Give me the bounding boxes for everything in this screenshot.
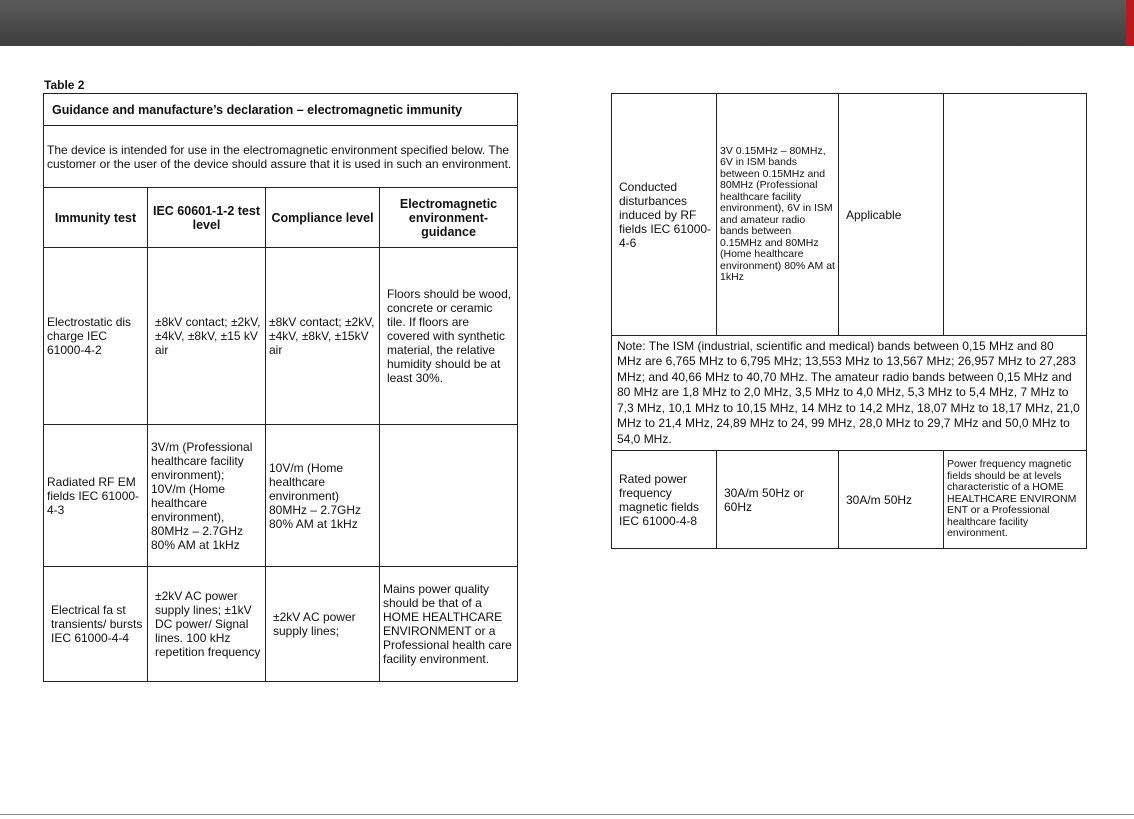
- table-label: Table 2: [44, 78, 85, 92]
- row-radiated-compliance: 10V/m (Home healthcare environment) 80MHz – 2.7GHz 80% AM at 1kHz: [266, 425, 380, 567]
- header-compliance-level: Compliance level: [266, 188, 380, 248]
- header-accent-strip: [1126, 0, 1134, 46]
- table-row: [44, 248, 518, 425]
- row-esd-guidance: Floors should be wood, concrete or ceramic tile. If floors are covered with synthetic material, the relative humidity should be at least 30%.: [380, 248, 518, 425]
- row-esd-test: Electrostatic dis charge IEC 61000-4-2: [44, 248, 148, 425]
- row-eft-compliance: ±2kV AC power supply lines;: [266, 567, 380, 682]
- row-power-test: Rated power frequency magnetic fields IEC 61000-4-8: [612, 451, 717, 549]
- row-conducted-level: 3V 0.15MHz – 80MHz, 6V in ISM bands between 0.15MHz and 80MHz (Professional healthcare facility environment), 6V in ISM and amateur radio bands between 0.15MHz and 80MHz (Home healthcare environment) 80% AM at 1kHz: [717, 94, 839, 336]
- row-radiated-test: Radiated RF EM fields IEC 61000-4-3: [44, 425, 148, 567]
- bottom-divider: [0, 814, 1134, 815]
- table-intro: The device is intended for use in the electromagnetic environment specified below. The customer or the user of the device should assure that it is used in such an environment.: [44, 126, 518, 188]
- header-test-level: IEC 60601-1-2 test level: [148, 188, 266, 248]
- row-radiated-guidance: [380, 425, 518, 567]
- top-header-bar: [0, 0, 1134, 46]
- row-power-compliance: 30A/m 50Hz: [839, 451, 944, 549]
- row-power-level: 30A/m 50Hz or 60Hz: [717, 451, 839, 549]
- header-immunity-test: Immunity test: [44, 188, 148, 248]
- row-esd-level: ±8kV contact; ±2kV, ±4kV, ±8kV, ±15 kV air: [148, 248, 266, 425]
- row-power-guidance: Power frequency magnetic fields should be at levels characteristic of a HOME HEALTHCARE ENVIRONM ENT or a Professional healthcare facility environment.: [944, 451, 1087, 549]
- row-conducted-compliance: Applicable: [839, 94, 944, 336]
- immunity-table-right: [611, 93, 1087, 549]
- row-radiated-level: 3V/m (Professional healthcare facility environment); 10V/m (Home healthcare environment), 80MHz – 2.7GHz 80% AM at 1kHz: [148, 425, 266, 567]
- immunity-table-left: [43, 93, 518, 682]
- table-row: [44, 567, 518, 682]
- ism-bands-note: Note: The ISM (industrial, scientific and medical) bands between 0,15 MHz and 80 MHz are 6,765 MHz to 6,795 MHz; 13,553 MHz to 13,567 MHz; 26,957 MHz to 27,283 MHz; and 40,66 MHz to 40,70 MHz. The amateur radio bands between 0,15 MHz and 80 MHz are 1,8 MHz to 2,0 MHz, 3,5 MHz to 4,0 MHz, 5,3 MHz to 5,4 MHz, 7 MHz to 7,3 MHz, 10,1 MHz to 10,15 MHz, 14 MHz to 14,2 MHz, 18,07 MHz to 18,17 MHz, 21,0 MHz to 21,4 MHz, 24,89 MHz to 24, 99 MHz, 28,0 MHz to 29,7 MHz and 50,0 MHz to 54,0 MHz.: [612, 336, 1087, 451]
- table-row: [612, 451, 1087, 549]
- table-row: [44, 425, 518, 567]
- row-conducted-guidance: [944, 94, 1087, 336]
- row-esd-compliance: ±8kV contact; ±2kV, ±4kV, ±8kV, ±15kV air: [266, 248, 380, 425]
- row-eft-guidance: Mains power quality should be that of a HOME HEALTHCARE ENVIRONMENT or a Professional health care facility environment.: [380, 567, 518, 682]
- row-eft-level: ±2kV AC power supply lines; ±1kV DC power/ Signal lines. 100 kHz repetition frequency: [148, 567, 266, 682]
- row-conducted-test: Conducted disturbances induced by RF fields IEC 61000-4-6: [612, 94, 717, 336]
- table-row: [612, 94, 1087, 336]
- table-title: Guidance and manufacture’s declaration – electromagnetic immunity: [44, 94, 518, 126]
- header-guidance: Electromagnetic environment- guidance: [380, 188, 518, 248]
- row-eft-test: Electrical fa st transients/ bursts IEC 61000-4-4: [44, 567, 148, 682]
